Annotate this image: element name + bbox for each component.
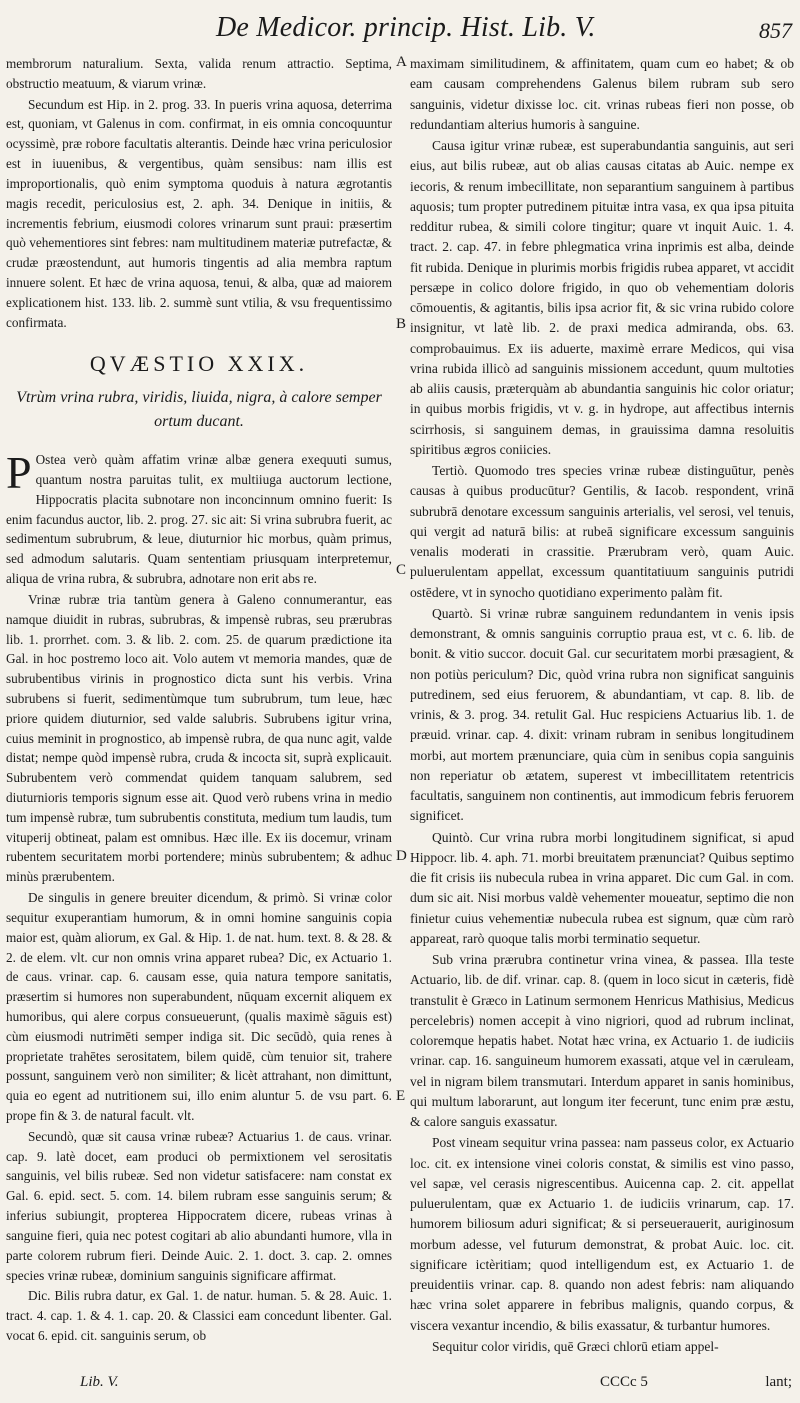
margin-letter-a: A [396, 54, 407, 70]
footer-signature-mark: CCCc 5 [600, 1374, 648, 1390]
paragraph: Secundò, quæ sit causa vrinæ rubeæ? Actuarius 1. de caus. vrinar. cap. 9. latè docet, eam produci ob permixtionem vel serositatis sanguinis, vel bilis rubeæ. Sed non videtur satisfacere: nam constat ex Gal. 6. epid. sect. 5. com. 14. bilem rubram esse sanguinis serum; & inferius subiungit, propterea Hippocratem dicere, rubeas vrinas à sanguine fieri, quia nec potest cogitari ab alio abundanti humore, vlla in parte colorem rubrum fieri. Deinde Auic. 2. 1. doct. 3. cap. 2. omnes species vrinæ rubeæ, dominium sanguinis significare affirmat. [6, 1128, 392, 1283]
paragraph: Vrinæ rubræ tria tantùm genera à Galeno connumerantur, eas namque diuidit in rubras, subrubras, & impensè rubras, seu prærubras lib. 1. prorrhet. com. 3. & lib. 2. com. 25. de quarum prædictione ita Gal. in hoc postremo loco ait. Volo autem vt memoria mandes, quæ de subrubentibus virinis in prognostico dicta sunt his verbis. Vrina subrubens si fuerit, sedimentùmque tum subrubrum, tum leue, hæc priore quidem diuturnior, sed valde salubris. Subrubens igitur vrina, cuius meminit in prognostico, ab impensè rubra, de qua nunc agit, valde distat; nempe quòd impensè rubra, cruda & incocta sit, suprà explicauit. Subrubentem verò commendat quidem tanquam salubrem, sed diuturnioris temporis signum esse ait. Quod verò rubens vrina in medio tum impensè rubræ, tum subrubentis constituta, medium tum laudis, tum vituperij obtineat, palam est omnibus. Hæc ille. Ex iis docemur, vrinam rubentem securitatem morbi portendere; minùs subrubentem; & adhuc minùs prærubentem. [6, 591, 392, 885]
paragraph: Tertiò. Quomodo tres species vrinæ rubeæ distinguūtur, penès causas à quibus producūtur? Gentilis, & Iacob. respondent, vrinā subrubrā denotare excessum sanguinis arterialis, vel serosi, vel tenuis, qui vergit ad naturā bilis: at rubeā significare excessum sanguinis venalis moderati in crassitie. Prærubram verò, quam Auic. puluerulentam appellat, excessum quantitatiuum sanguinis putridi ostēdere, vt in synocho quotidiano experimento palàm fit. [410, 463, 794, 600]
footer-book-label: Lib. V. [80, 1374, 119, 1390]
paragraph: maximam similitudinem, & affinitatem, quam cum eo habet; & ob eam causam comprehendens Galenus bilem rubram sub sero sanguinis, videtur dixisse loc. cit. vrinas rubeas fieri non posse, ob redundantiam alterius humoris à sanguine. [410, 56, 794, 132]
paragraph: membrorum naturalium. Sexta, valida renum attractio. Septima, obstructio meatuum, & viarum vrinæ. [6, 56, 392, 91]
page-number: 857 [759, 18, 792, 43]
paragraph: Quartò. Si vrinæ rubræ sanguinem redundantem in venis ipsis demonstrant, & omnis sanguinis corruptio praua est, vt c. 6. lib. de bonit. & vitio succor. docuit Gal. cur securitatem morbi præsagient, & non potiùs periculum? Dic, quòd vrina rubra non significat sanguinis putredinem, sed eius feruorem, & abundantiam, vt cap. 8. lib. de vrinis, & 3. prog. 34. retulit Gal. Huc respiciens Actuarius lib. 1. de præuid. vrinar. cap. 4. dixit: vrinam rubram in senibus longitudinem morbi, aut mortem prænunciare, quia cùm in senibus copia sanguinis non reperiatur ob ætatem, superest vt imbecillitatem retentricis facultatis, sanguinem non continentis, aut immodicum febris feruorem significet. [410, 605, 794, 824]
paragraph: Quintò. Cur vrina rubra morbi longitudinem significat, si apud Hippocr. lib. 4. aph. 71. morbi breuitatem prænunciat? Quibus septimo die fit crisis iis nubecula rubea in vrina apparet. Dic cum Gal. in com. dum sic ait. Nisi morbus valdè vehementer moueatur, septimo die non finietur cuius vehementiæ nubecula rubea est signum, quæ cùm rarò appareat, rarò quoque talis morbi terminatio sequetur. [410, 829, 794, 946]
paragraph: Dic. Bilis rubra datur, ex Gal. 1. de natur. human. 5. & 28. Auic. 1. tract. 4. cap. 1. & 4. 1. cap. 20. & Classici eam concedunt libenter. Gal. vocat 6. epid. cit. sanguinis serum, ob [6, 1288, 392, 1343]
running-header-title: De Medicor. princip. Hist. Lib. V. [216, 12, 596, 43]
margin-letter-e: E [396, 1088, 406, 1104]
margin-letter-d: D [396, 848, 407, 864]
paragraph: Post vineam sequitur vrina passea: nam passeus color, ex Actuario loc. cit. ex intensione vinei coloris constat, & similis est vino passo, vel sapæ, vel cerasis nigrescentibus. Auicenna cap. 2. cit. appellat puluerulentam, quæ ex Actuario 1. de iudiciis vrinarum, cap. 17. humorem biliosum aduri significat; & si perseuerauerit, auriginosum morbum adesse, vel futurum demonstrat, & probat Auic. loc. cit. significare ictèritiam; quod intelligendum est, ex Actuario 1. de preuidentiis vrinar. cap. 8. quando non adest febris: nam aliquando hæc vrina solet apparere in febribus malignis, quando corpus, & viscera vexantur incendio, & bilis exassatur, & turbantur humores. [410, 1135, 794, 1333]
left-column [6, 54, 392, 1346]
question-heading: QVÆSTIO XXIX. [89, 351, 309, 377]
paragraph: Secundum est Hip. in 2. prog. 33. In pueris vrina aquosa, deterrima est, quoniam, vt Galenus in com. confirmat, in eis omnia concoquuntur ocyssimè, præ robore facultatis alterantis. Deinde hæc vrina periculosior est in iuuenibus, & vergentibus, quàm sensibus: nam illis est improportionalis, quò enim symptoma quoduis à natura ægrotantis magis recedit, periculosius est, 2. aph. 34. Denique in initiis, & incrementis febrium, eiusmodi colores vrinarum sunt praui: præsertim quò vehementiores sint febres: nam multitudinem materiæ putrefactæ, & crudæ præostendunt, aut humoris tingentis ad alia membra raptum innuere solent. Et hæc de vrina aquosa, tenui, & alba, quæ ad maiorem explicationem hist. 133. lib. 2. summè sunt vtilia, & vsu frequentissimo confirmata. [6, 96, 392, 330]
margin-letter-c: C [396, 562, 407, 578]
question-subtitle: Vtrùm vrina rubra, viridis, liuida, nigra, à calore semper ortum ducant. [16, 389, 382, 431]
paragraph: Ostea verò quàm affatim vrinæ albæ genera exequuti sumus, quantum nostra paruitas tulit, ex multiiuga auctorum lectione, Hippocratis placita subnotare non inconcinnum omnino fuerit: Is enim facundus auctor, lib. 2. prog. 27. sic ait: Si vrina subrubra fuerit, ac sedimentum subrubrum, & leue, diuturnior hic morbus, quàm primus, sed admodum salutaris. Quam sententiam priusquam interpretemur, aliqua de vrina rubra, & subrubra, adnotare non erit abs re. [6, 452, 392, 587]
paragraph: Sequitur color viridis, quē Græci chlorū etiam appel- [432, 1338, 719, 1354]
margin-letter-b: B [396, 316, 407, 332]
paragraph: De singulis in genere breuiter dicendum, & primò. Si vrinæ color sequitur exuperantiam humorum, & in omni homine sanguinis copia maior est, quàm aliorum, ex Gal. & Hip. 1. de nat. hum. text. 8. & 28. & 2. de elem. vlt. cur non omnis vrina apparet rubea? Dic, ex Actuario 1. de caus. vrinar. cap. 6. causam esse, quia natura tempore sanitatis, præsertim si humores non superabundent, nūquam excernit aliquem ex humoribus, qui alere corpus consueuerunt, (qualis maximè sāguis est) cùm eiusmodi nutrimēti semper indiga sit. Dic secūdò, quia renes à proprietate trahētes serositatem, bilem quidē, cùm tenuior sit, trahere possunt, sanguinem verò non similiter; & licèt attrahant, non dimittunt, quia eo egent ad nutritionem sui, illo enim aluntur 5. de vsu part. 6. prope fin & 3. de natural facult. vlt. [6, 890, 392, 1123]
paragraph: Sub vrina prærubra continetur vrina vinea, & passea. Illa teste Actuario, lib. de dif. vrinar. cap. 8. (quem in loco sicut in cæteris, fidè transtulit è Græco in Latinum sermonem Henricus Mathisius, Medicus percelebris) nomen accepit à vino nigriori, quod ad rubrum inclinat, coloremque hepatis habet. Notat hæc vrina, ex Actuario 1. de iudiciis vrinar. cap. 16. sanguineum humorem exassati, atque vel in cæruleam, vel in nigram bilem transmutari. Interdum apparet in sanis hominibus, qui multum laborarunt, aut longum iter fecerunt, tunc enim præ æstu, & calore sanguis exassatur. [410, 952, 794, 1129]
paragraph: Causa igitur vrinæ rubeæ, est superabundantia sanguinis, aut seri eius, aut bilis rubeæ, aut ob alias causas citatas ab Auic. nempe ex iecoris, & renum imbecillitate, non separantium sanguinem à partibus aquosis; tum propter putredinem pituitæ intra vasa, ex qua ipsa pituita redditur rubea, & simili colore tingitur; quare vt inquit Auic. 1. 4. tract. 2. cap. 47. in febre phlegmatica vrina inprimis est alba, deinde fit rubida. Denique in plurimis morbis frigidis rubea apparet, vt accidit persæpe in colico dolore frigido, in quo ob vehementiam doloris cōmouentis, & agitantis, bilis ipsa acrior fit, & sic vrina rubido colore insignitur, vt latè lib. 2. de praxi medica admiranda, obs. 63. comprobauimus. Ex iis aduerte, maximè errare Medicos, qui visa vrina rubida illicò ad sanguinis missionem accedunt, quum multoties ab aliis causis, præterquàm ab abundantia sanguinis hic color oriatur; in quibus morbis frigidis, vt v. g. in hydrope, aut affectibus internis scirrhosis, si sanguinem demas, in grauissima damna resoluitis spiritibus ægros coniicies. [410, 138, 794, 457]
footer-catchword: lant; [765, 1374, 792, 1390]
right-column [410, 54, 794, 1357]
drop-cap: P [6, 447, 32, 499]
